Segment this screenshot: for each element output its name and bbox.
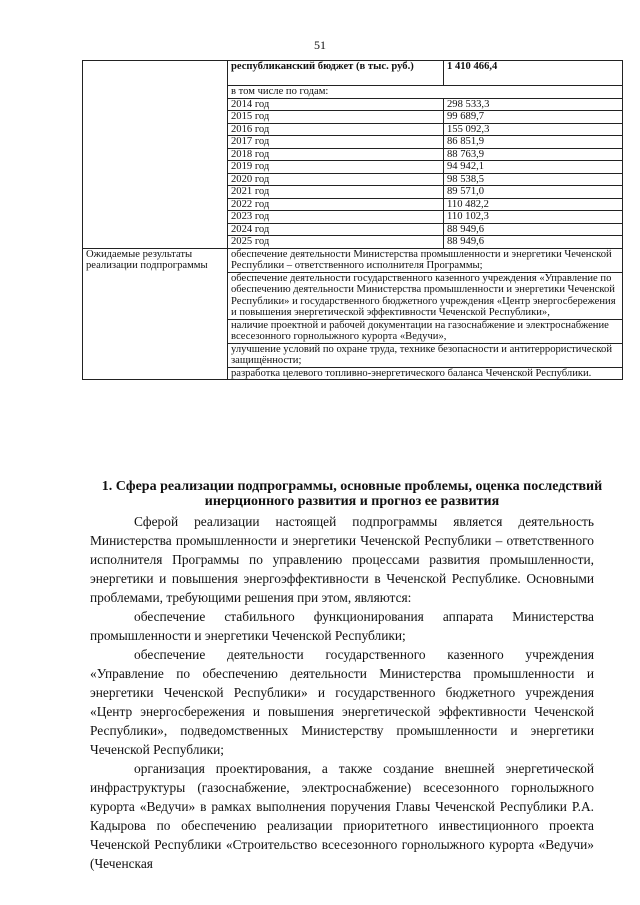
- year-value: 98 538,5: [444, 173, 623, 186]
- year-label: 2019 год: [228, 161, 444, 174]
- budget-label: республиканский бюджет (в тыс. руб.): [228, 61, 444, 86]
- result-item: наличие проектной и рабочей документации на газоснабжение и электроснабжение всесезонного горнолыжного курорта «Ведучи»,: [228, 319, 623, 343]
- result-item: разработка целевого топливно-энергетического баланса Чеченской Республики.: [228, 367, 623, 380]
- year-label: 2015 год: [228, 111, 444, 124]
- year-value: 88 763,9: [444, 148, 623, 161]
- year-label: 2022 год: [228, 198, 444, 211]
- year-label: 2018 год: [228, 148, 444, 161]
- year-value: 110 102,3: [444, 211, 623, 224]
- empty-label-cell: [83, 61, 228, 249]
- year-value: 99 689,7: [444, 111, 623, 124]
- year-label: 2023 год: [228, 211, 444, 224]
- year-value: 88 949,6: [444, 236, 623, 249]
- result-item: обеспечение деятельности государственного казенного учреждения «Управление по обеспечению деятельности Министерства промышленности и энергетики Чеченской Республики» и государственного бюджетного учреждения «Центр энергосбережения и повышения энергетической эффективности Чеченской Республики»,: [228, 272, 623, 319]
- section-body: [90, 512, 594, 873]
- result-item: обеспечение деятельности Министерства промышленности и энергетики Чеченской Республики – ответственного исполнителя Программы;: [228, 248, 623, 272]
- results-label: Ожидаемые результаты реализации подпрограммы: [83, 248, 228, 380]
- result-item: улучшение условий по охране труда, технике безопасности и антитеррористической защищённости;: [228, 343, 623, 367]
- passport-table: [82, 60, 623, 380]
- year-value: 88 949,6: [444, 223, 623, 236]
- year-value: 86 851,9: [444, 136, 623, 149]
- paragraph: Сферой реализации настоящей подпрограммы является деятельность Министерства промышленности и энергетики Чеченской Республики – ответственного исполнителя Программы по управлению процессами развития промышленности, энергетики и повышения энергоэффективности в Чеченской Республике. Основными проблемами, требующими решения при этом, являются:: [90, 514, 594, 605]
- paragraph: обеспечение деятельности государственного казенного учреждения «Управление по обеспечению деятельности Министерства промышленности и энергетики Чеченской Республики» и государственного бюджетного учреждения «Центр энергосбережения и повышения энергетической эффективности Чеченской Республики», подведомственных Министерству промышленности и энергетики Чеченской Республики;: [90, 647, 594, 757]
- year-label: 2016 год: [228, 123, 444, 136]
- year-value: 155 092,3: [444, 123, 623, 136]
- year-label: 2017 год: [228, 136, 444, 149]
- year-value: 298 533,3: [444, 98, 623, 111]
- paragraph: обеспечение стабильного функционирования аппарата Министерства промышленности и энергетики Чеченской Республики;: [90, 609, 594, 643]
- by-year-label: в том числе по годам:: [228, 86, 623, 99]
- year-label: 2025 год: [228, 236, 444, 249]
- year-label: 2020 год: [228, 173, 444, 186]
- year-label: 2024 год: [228, 223, 444, 236]
- year-value: 94 942,1: [444, 161, 623, 174]
- paragraph: организация проектирования, а также создание внешней энергетической инфраструктуры (газоснабжение, электроснабжение) всесезонного горнолыжного курорта «Ведучи» в рамках выполнения поручения Главы Чеченской Республики Р.А. Кадырова по обеспечению реализации приоритетного инвестиционного проекта Чеченской Республики «Строительство всесезонного горнолыжного курорта «Ведучи» (Чеченская: [90, 761, 594, 871]
- result-row: [83, 248, 623, 272]
- budget-total-row: [83, 61, 623, 86]
- year-label: 2021 год: [228, 186, 444, 199]
- year-value: 110 482,2: [444, 198, 623, 211]
- year-value: 89 571,0: [444, 186, 623, 199]
- year-label: 2014 год: [228, 98, 444, 111]
- page-number: 51: [314, 38, 326, 52]
- budget-total: 1 410 466,4: [444, 61, 623, 86]
- section-heading: 1. Сфера реализации подпрограммы, основные проблемы, оценка последствий инерционного развития и прогноз ее развития: [101, 479, 603, 509]
